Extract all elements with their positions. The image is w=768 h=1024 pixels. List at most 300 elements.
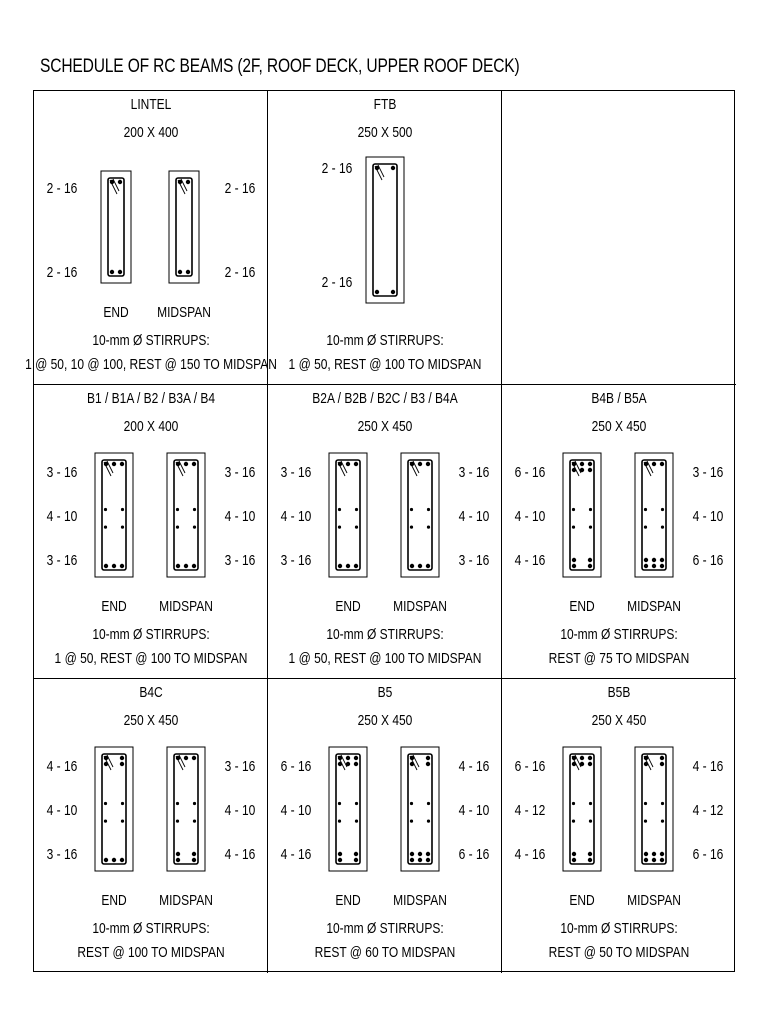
end-section-label: END	[335, 598, 361, 615]
end-bottom-bar	[112, 858, 116, 862]
beam-mark: FTB	[373, 96, 397, 113]
end-web-bar	[104, 802, 107, 805]
midspan-bottom-bar	[418, 564, 422, 568]
end-top-bars-label: 2 - 16	[46, 180, 78, 197]
end-section	[95, 747, 133, 871]
midspan-top-bar	[178, 180, 182, 184]
end-bottom-bars-label: 3 - 16	[46, 552, 78, 569]
midspan-top-bar	[192, 756, 196, 760]
midspan-bottom-bars-label: 6 - 16	[692, 552, 724, 569]
end-web-bars-label: 4 - 10	[280, 802, 312, 819]
end-top-layer2-bar	[580, 762, 584, 766]
midspan-section-label: MIDSPAN	[627, 598, 681, 615]
end-bottom-bar	[346, 564, 350, 568]
midspan-top-bar	[176, 462, 180, 466]
midspan-top-bar	[426, 462, 430, 466]
end-bottom-layer2-bar	[354, 852, 358, 856]
beam-cell-b1-b1a-b2-b3a-b4	[34, 385, 268, 679]
end-web-bar	[589, 508, 592, 511]
midspan-web-bars-label: 4 - 10	[224, 802, 256, 819]
beam-cell-b5b	[502, 679, 736, 973]
midspan-bottom-bars-label: 6 - 16	[458, 846, 490, 863]
ftb-bottom-bar	[375, 290, 379, 294]
midspan-section-label: MIDSPAN	[393, 892, 447, 909]
end-web-bars-label: 4 - 10	[46, 508, 78, 525]
stirrup-spacing: 1 @ 50, 10 @ 100, REST @ 150 TO MIDSPAN	[25, 356, 277, 373]
midspan-bottom-bar	[644, 564, 648, 568]
end-outline	[101, 171, 131, 283]
ftb-section	[366, 157, 404, 303]
midspan-web-bar	[661, 820, 664, 823]
end-stirrup-hook	[575, 755, 581, 767]
end-web-bar	[355, 526, 358, 529]
midspan-top-bar	[184, 756, 188, 760]
midspan-top-bars-label: 2 - 16	[224, 180, 256, 197]
midspan-web-bar	[644, 526, 647, 529]
end-top-layer2-bar	[588, 468, 592, 472]
midspan-web-bar	[410, 508, 413, 511]
midspan-bottom-bar	[426, 858, 430, 862]
end-section-label: END	[569, 598, 595, 615]
end-top-bar	[346, 462, 350, 466]
midspan-bottom-bar	[176, 858, 180, 862]
end-bottom-bar	[572, 564, 576, 568]
midspan-bottom-layer2-bar	[652, 852, 656, 856]
end-stirrup-hook	[113, 179, 119, 191]
midspan-web-bar	[193, 802, 196, 805]
midspan-web-bar	[661, 508, 664, 511]
midspan-bottom-bar	[178, 270, 182, 274]
end-web-bar	[338, 526, 341, 529]
midspan-stirrup-hook	[413, 755, 419, 767]
end-top-layer2-bar	[572, 468, 576, 472]
stirrup-spec: 10-mm Ø STIRRUPS:	[326, 626, 444, 643]
midspan-stirrup-hook	[179, 461, 185, 473]
ftb-bottom-bar	[391, 290, 395, 294]
end-top-bars-label: 6 - 16	[514, 758, 546, 775]
end-section-label: END	[101, 892, 127, 909]
end-web-bars-label: 4 - 10	[514, 508, 546, 525]
end-bottom-bar	[588, 564, 592, 568]
end-top-bar	[120, 462, 124, 466]
midspan-bottom-bar	[418, 858, 422, 862]
end-web-bar	[589, 526, 592, 529]
midspan-bottom-bar	[192, 858, 196, 862]
midspan-bottom-bar	[652, 858, 656, 862]
midspan-web-bar	[661, 526, 664, 529]
end-stirrup	[102, 754, 126, 864]
midspan-bottom-bar	[652, 564, 656, 568]
end-web-bar	[338, 802, 341, 805]
midspan-web-bars-label: 4 - 10	[458, 508, 490, 525]
end-outline	[329, 453, 367, 577]
midspan-stirrup	[642, 460, 666, 570]
end-outline	[95, 747, 133, 871]
end-web-bar	[355, 820, 358, 823]
end-bottom-bar	[354, 858, 358, 862]
end-bottom-bars-label: 3 - 16	[46, 846, 78, 863]
end-section-label: END	[101, 598, 127, 615]
end-section	[329, 453, 367, 577]
end-web-bar	[104, 508, 107, 511]
beam-mark: B5	[377, 684, 393, 701]
midspan-outline	[167, 453, 205, 577]
midspan-stirrup-hook	[413, 461, 419, 473]
end-top-bar	[104, 462, 108, 466]
midspan-bottom-bars-label: 3 - 16	[224, 552, 256, 569]
midspan-bottom-bar	[176, 564, 180, 568]
end-bottom-bars-label: 3 - 16	[280, 552, 312, 569]
midspan-section	[167, 747, 205, 871]
beam-cell-lintel	[25, 91, 277, 385]
end-top-bar	[104, 756, 108, 760]
midspan-web-bars-label: 4 - 10	[692, 508, 724, 525]
beam-size: 200 X 400	[123, 418, 179, 435]
beam-cell-ftb	[268, 91, 502, 385]
stirrup-spacing: REST @ 50 TO MIDSPAN	[548, 944, 690, 961]
end-stirrup	[336, 460, 360, 570]
end-bottom-bar	[338, 564, 342, 568]
midspan-web-bar	[193, 508, 196, 511]
end-stirrup-hook	[341, 755, 347, 767]
end-stirrup-hook	[575, 461, 581, 473]
end-bottom-layer2-bar	[588, 852, 592, 856]
midspan-top-bar	[660, 756, 664, 760]
end-bottom-bar	[112, 564, 116, 568]
midspan-web-bar	[661, 802, 664, 805]
end-bottom-bars-label: 2 - 16	[46, 264, 78, 281]
end-top-layer2-bar	[104, 762, 108, 766]
ftb-stirrup-hook	[378, 165, 384, 177]
end-web-bar	[572, 508, 575, 511]
end-top-bar	[110, 180, 114, 184]
midspan-web-bars-label: 4 - 10	[458, 802, 490, 819]
end-section-label: END	[103, 304, 129, 321]
end-top-bar	[572, 462, 576, 466]
end-bottom-bar	[338, 858, 342, 862]
end-top-bars-label: 6 - 16	[280, 758, 312, 775]
midspan-top-bar	[644, 462, 648, 466]
end-bottom-bar	[354, 564, 358, 568]
end-web-bars-label: 4 - 12	[514, 802, 546, 819]
end-top-bar	[588, 756, 592, 760]
midspan-top-bars-label: 3 - 16	[692, 464, 724, 481]
stirrup-spec: 10-mm Ø STIRRUPS:	[92, 626, 210, 643]
end-web-bars-label: 4 - 10	[280, 508, 312, 525]
end-bottom-bars-label: 4 - 16	[514, 846, 546, 863]
midspan-section-label: MIDSPAN	[393, 598, 447, 615]
end-top-bar	[120, 756, 124, 760]
midspan-bottom-layer2-bar	[644, 558, 648, 562]
midspan-bottom-layer2-bar	[176, 852, 180, 856]
stirrup-spacing: 1 @ 50, REST @ 100 TO MIDSPAN	[288, 356, 482, 373]
midspan-bottom-bars-label: 4 - 16	[224, 846, 256, 863]
midspan-stirrup	[174, 460, 198, 570]
midspan-top-layer2-bar	[426, 762, 430, 766]
beam-size: 250 X 450	[123, 712, 179, 729]
stirrup-spec: 10-mm Ø STIRRUPS:	[326, 332, 444, 349]
end-top-bar	[118, 180, 122, 184]
stirrup-spacing: REST @ 75 TO MIDSPAN	[548, 650, 690, 667]
midspan-web-bars-label: 4 - 10	[224, 508, 256, 525]
midspan-web-bar	[410, 802, 413, 805]
end-top-bars-label: 3 - 16	[280, 464, 312, 481]
midspan-web-bar	[410, 820, 413, 823]
stirrup-spacing: 1 @ 50, REST @ 100 TO MIDSPAN	[54, 650, 248, 667]
midspan-bottom-layer2-bar	[660, 852, 664, 856]
ftb-stirrup	[373, 164, 397, 296]
midspan-web-bar	[644, 820, 647, 823]
end-web-bar	[121, 508, 124, 511]
midspan-outline	[167, 747, 205, 871]
midspan-bottom-bar	[410, 564, 414, 568]
midspan-bottom-layer2-bar	[644, 852, 648, 856]
midspan-web-bar	[193, 526, 196, 529]
end-section	[95, 453, 133, 577]
end-stirrup	[102, 460, 126, 570]
end-web-bar	[589, 802, 592, 805]
midspan-top-bar	[652, 462, 656, 466]
midspan-bottom-bar	[426, 564, 430, 568]
midspan-top-bar	[410, 462, 414, 466]
beam-size: 250 X 450	[357, 712, 413, 729]
end-top-layer2-bar	[588, 762, 592, 766]
end-web-bar	[572, 526, 575, 529]
end-top-bar	[580, 756, 584, 760]
end-section	[101, 171, 131, 283]
midspan-bottom-layer2-bar	[660, 558, 664, 562]
end-top-bar	[354, 462, 358, 466]
stirrup-spec: 10-mm Ø STIRRUPS:	[92, 332, 210, 349]
beam-size: 250 X 450	[591, 418, 647, 435]
midspan-top-bar	[192, 462, 196, 466]
end-web-bar	[104, 820, 107, 823]
midspan-outline	[401, 453, 439, 577]
midspan-section	[167, 453, 205, 577]
end-bottom-bar	[118, 270, 122, 274]
ftb-top-bar	[391, 166, 395, 170]
midspan-web-bar	[427, 802, 430, 805]
end-bottom-layer2-bar	[572, 852, 576, 856]
beam-size: 250 X 500	[357, 124, 413, 141]
stirrup-spacing: REST @ 60 TO MIDSPAN	[314, 944, 456, 961]
end-bottom-layer2-bar	[338, 852, 342, 856]
midspan-top-bar	[176, 756, 180, 760]
beam-cell-b2a-b2b-b2c-b3-b4a	[268, 385, 502, 679]
midspan-stirrup	[174, 754, 198, 864]
end-top-layer2-bar	[120, 762, 124, 766]
beam-cell-b5	[268, 679, 502, 973]
end-stirrup-hook	[107, 755, 113, 767]
stirrup-spec: 10-mm Ø STIRRUPS:	[560, 920, 678, 937]
midspan-bottom-bar	[660, 858, 664, 862]
end-bottom-bar	[104, 564, 108, 568]
midspan-web-bar	[176, 820, 179, 823]
end-top-bars-label: 6 - 16	[514, 464, 546, 481]
midspan-top-bar	[418, 462, 422, 466]
midspan-bottom-layer2-bar	[652, 558, 656, 562]
midspan-bottom-bar	[186, 270, 190, 274]
midspan-section	[401, 747, 439, 871]
midspan-stirrup-hook	[179, 755, 185, 767]
end-top-layer2-bar	[354, 762, 358, 766]
midspan-top-bars-label: 3 - 16	[224, 758, 256, 775]
midspan-web-bar	[176, 802, 179, 805]
end-bottom-bars-label: 4 - 16	[514, 552, 546, 569]
stirrup-spacing: 1 @ 50, REST @ 100 TO MIDSPAN	[288, 650, 482, 667]
midspan-section	[401, 453, 439, 577]
midspan-bottom-bars-label: 2 - 16	[224, 264, 256, 281]
midspan-top-bar	[410, 756, 414, 760]
midspan-bottom-bar	[644, 858, 648, 862]
midspan-stirrup	[408, 460, 432, 570]
end-top-bar	[338, 756, 342, 760]
beam-mark: B5B	[607, 684, 631, 701]
end-web-bar	[338, 508, 341, 511]
end-outline	[95, 453, 133, 577]
ftb-top-bar	[375, 166, 379, 170]
bottom-bars-label: 2 - 16	[321, 274, 353, 291]
page-title: SCHEDULE OF RC BEAMS (2F, ROOF DECK, UPPER ROOF DECK)	[40, 56, 520, 77]
end-stirrup	[336, 754, 360, 864]
midspan-outline	[169, 171, 199, 283]
end-top-bars-label: 4 - 16	[46, 758, 78, 775]
end-stirrup-hook	[107, 461, 113, 473]
stirrup-spec: 10-mm Ø STIRRUPS:	[560, 626, 678, 643]
midspan-top-bar	[644, 756, 648, 760]
midspan-top-bars-label: 4 - 16	[458, 758, 490, 775]
ftb-outline	[366, 157, 404, 303]
midspan-top-bar	[186, 180, 190, 184]
midspan-web-bar	[644, 802, 647, 805]
beam-mark: B2A / B2B / B2C / B3 / B4A	[312, 390, 458, 407]
midspan-bottom-bar	[660, 564, 664, 568]
end-web-bar	[355, 802, 358, 805]
end-top-bar	[580, 462, 584, 466]
midspan-section-label: MIDSPAN	[159, 892, 213, 909]
midspan-top-bar	[184, 462, 188, 466]
end-bottom-bars-label: 4 - 16	[280, 846, 312, 863]
midspan-stirrup	[408, 754, 432, 864]
beam-mark: B4B / B5A	[591, 390, 647, 407]
midspan-section	[169, 171, 199, 283]
beam-cell-empty	[502, 91, 736, 385]
midspan-section-label: MIDSPAN	[627, 892, 681, 909]
end-web-bar	[572, 802, 575, 805]
beam-mark: B4C	[139, 684, 163, 701]
end-top-layer2-bar	[346, 762, 350, 766]
midspan-stirrup-hook	[647, 755, 653, 767]
midspan-top-bar	[426, 756, 430, 760]
end-top-bar	[112, 462, 116, 466]
midspan-top-layer2-bar	[410, 762, 414, 766]
beam-mark: LINTEL	[130, 96, 172, 113]
end-web-bar	[572, 820, 575, 823]
end-bottom-layer2-bar	[588, 558, 592, 562]
end-web-bar	[355, 508, 358, 511]
midspan-web-bar	[427, 526, 430, 529]
end-top-bar	[588, 462, 592, 466]
midspan-web-bar	[176, 508, 179, 511]
end-stirrup-hook	[341, 461, 347, 473]
end-top-bar	[338, 462, 342, 466]
stirrup-spec: 10-mm Ø STIRRUPS:	[92, 920, 210, 937]
midspan-top-bars-label: 4 - 16	[692, 758, 724, 775]
midspan-top-bars-label: 3 - 16	[458, 464, 490, 481]
end-section	[563, 453, 601, 577]
midspan-section	[635, 453, 673, 577]
end-bottom-bar	[120, 858, 124, 862]
midspan-section	[635, 747, 673, 871]
end-bottom-layer2-bar	[572, 558, 576, 562]
midspan-bottom-bars-label: 3 - 16	[458, 552, 490, 569]
midspan-bottom-bar	[184, 564, 188, 568]
end-web-bar	[121, 820, 124, 823]
midspan-web-bars-label: 4 - 12	[692, 802, 724, 819]
end-bottom-bar	[572, 858, 576, 862]
end-section-label: END	[569, 892, 595, 909]
end-section	[563, 747, 601, 871]
beam-size: 250 X 450	[357, 418, 413, 435]
midspan-web-bar	[427, 508, 430, 511]
beam-cell-b4c	[34, 679, 268, 973]
end-top-bar	[354, 756, 358, 760]
top-bars-label: 2 - 16	[321, 160, 353, 177]
midspan-top-layer2-bar	[660, 762, 664, 766]
end-top-layer2-bar	[580, 468, 584, 472]
beam-mark: B1 / B1A / B2 / B3A / B4	[86, 390, 216, 407]
end-bottom-bar	[588, 858, 592, 862]
end-web-bar	[589, 820, 592, 823]
beam-size: 200 X 400	[123, 124, 179, 141]
end-top-bar	[572, 756, 576, 760]
end-web-bar	[121, 526, 124, 529]
midspan-top-layer2-bar	[644, 762, 648, 766]
end-section-label: END	[335, 892, 361, 909]
end-section	[329, 747, 367, 871]
midspan-web-bar	[176, 526, 179, 529]
midspan-bottom-layer2-bar	[192, 852, 196, 856]
midspan-bottom-bar	[192, 564, 196, 568]
midspan-bottom-bar	[410, 858, 414, 862]
end-top-layer2-bar	[572, 762, 576, 766]
end-web-bar	[104, 526, 107, 529]
midspan-web-bar	[427, 820, 430, 823]
end-bottom-bar	[110, 270, 114, 274]
stirrup-spacing: REST @ 100 TO MIDSPAN	[77, 944, 225, 961]
midspan-web-bar	[644, 508, 647, 511]
end-web-bar	[338, 820, 341, 823]
midspan-bottom-bars-label: 6 - 16	[692, 846, 724, 863]
end-web-bar	[121, 802, 124, 805]
midspan-bottom-layer2-bar	[426, 852, 430, 856]
end-stirrup	[570, 754, 594, 864]
midspan-web-bar	[410, 526, 413, 529]
end-top-layer2-bar	[338, 762, 342, 766]
midspan-section-label: MIDSPAN	[157, 304, 211, 321]
midspan-web-bar	[193, 820, 196, 823]
end-top-bars-label: 3 - 16	[46, 464, 78, 481]
end-web-bars-label: 4 - 10	[46, 802, 78, 819]
end-bottom-bar	[120, 564, 124, 568]
midspan-stirrup	[642, 754, 666, 864]
midspan-bottom-layer2-bar	[410, 852, 414, 856]
end-bottom-bar	[104, 858, 108, 862]
midspan-top-bar	[660, 462, 664, 466]
beam-cell-b4b-b5a	[502, 385, 736, 679]
beam-size: 250 X 450	[591, 712, 647, 729]
midspan-stirrup-hook	[181, 179, 187, 191]
